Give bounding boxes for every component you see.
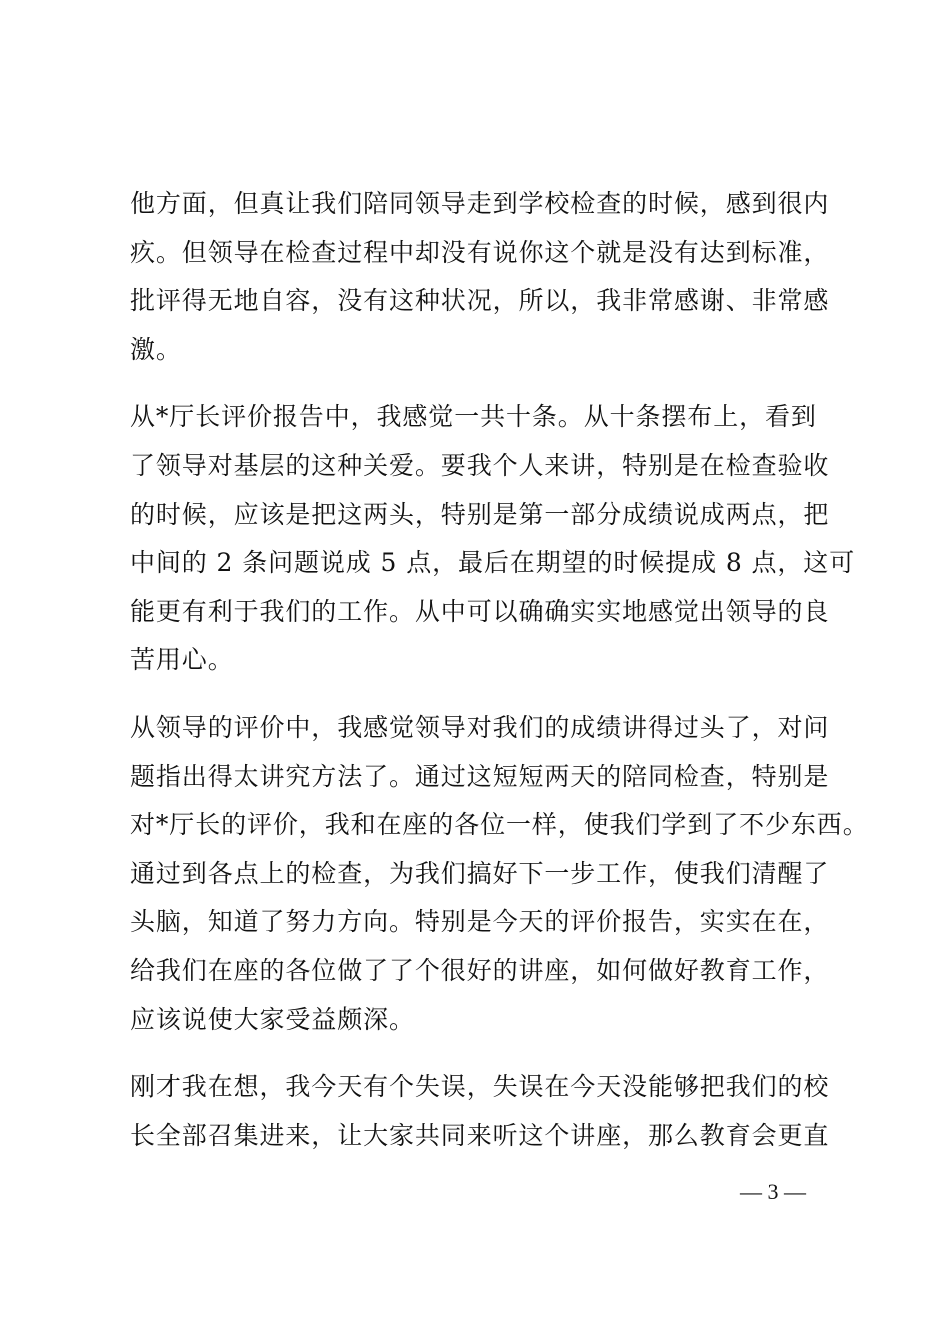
- text-line: 中间的 2 条问题说成 5 点，最后在期望的时候提成 8 点，这可: [130, 548, 856, 578]
- page-number: — 3 —: [740, 1179, 806, 1204]
- text-line: 题指出得太讲究方法了。通过这短短两天的陪同检查，特别是: [130, 761, 830, 791]
- text-line: 刚才我在想，我今天有个失误，失误在今天没能够把我们的校: [130, 1072, 830, 1102]
- text-line: 他方面，但真让我们陪同领导走到学校检查的时候，感到很内: [130, 189, 830, 218]
- text-line: 从领导的评价中，我感觉领导对我们的成绩讲得过头了，对问: [130, 712, 830, 742]
- paragraph-4: [130, 1063, 830, 1160]
- text-line: 头脑，知道了努力方向。特别是今天的评价报告，实实在在，: [130, 907, 830, 937]
- paragraph-2: [130, 393, 856, 685]
- text-line: 了领导对基层的这种关爱。要我个人来讲，特别是在检查验收: [130, 450, 830, 480]
- paragraph-1: [130, 180, 830, 374]
- text-line: 通过到各点上的检查，为我们搞好下一步工作，使我们清醒了: [130, 858, 830, 888]
- paragraph-3: [130, 704, 869, 1044]
- text-line: 应该说使大家受益颇深。: [130, 1004, 415, 1034]
- text-line: 对*厅长的评价，我和在座的各位一样，使我们学到了不少东西。: [130, 810, 869, 840]
- text-line: 从*厅长评价报告中，我感觉一共十条。从十条摆布上，看到: [130, 402, 817, 432]
- text-line: 给我们在座的各位做了了个很好的讲座，如何做好教育工作，: [130, 955, 830, 985]
- document-body: [130, 180, 869, 1179]
- text-line: 能更有利于我们的工作。从中可以确确实实地感觉出领导的良: [130, 596, 830, 626]
- text-line: 疚。但领导在检查过程中却没有说你这个就是没有达到标准，: [130, 237, 830, 267]
- text-line: 的时候，应该是把这两头，特别是第一部分成绩说成两点，把: [130, 499, 830, 529]
- text-line: 长全部召集进来，让大家共同来听这个讲座，那么教育会更直: [130, 1120, 830, 1150]
- text-line: 苦用心。: [130, 645, 234, 675]
- text-line: 批评得无地自容，没有这种状况，所以，我非常感谢、非常感: [130, 286, 830, 316]
- text-line: 激。: [130, 334, 182, 364]
